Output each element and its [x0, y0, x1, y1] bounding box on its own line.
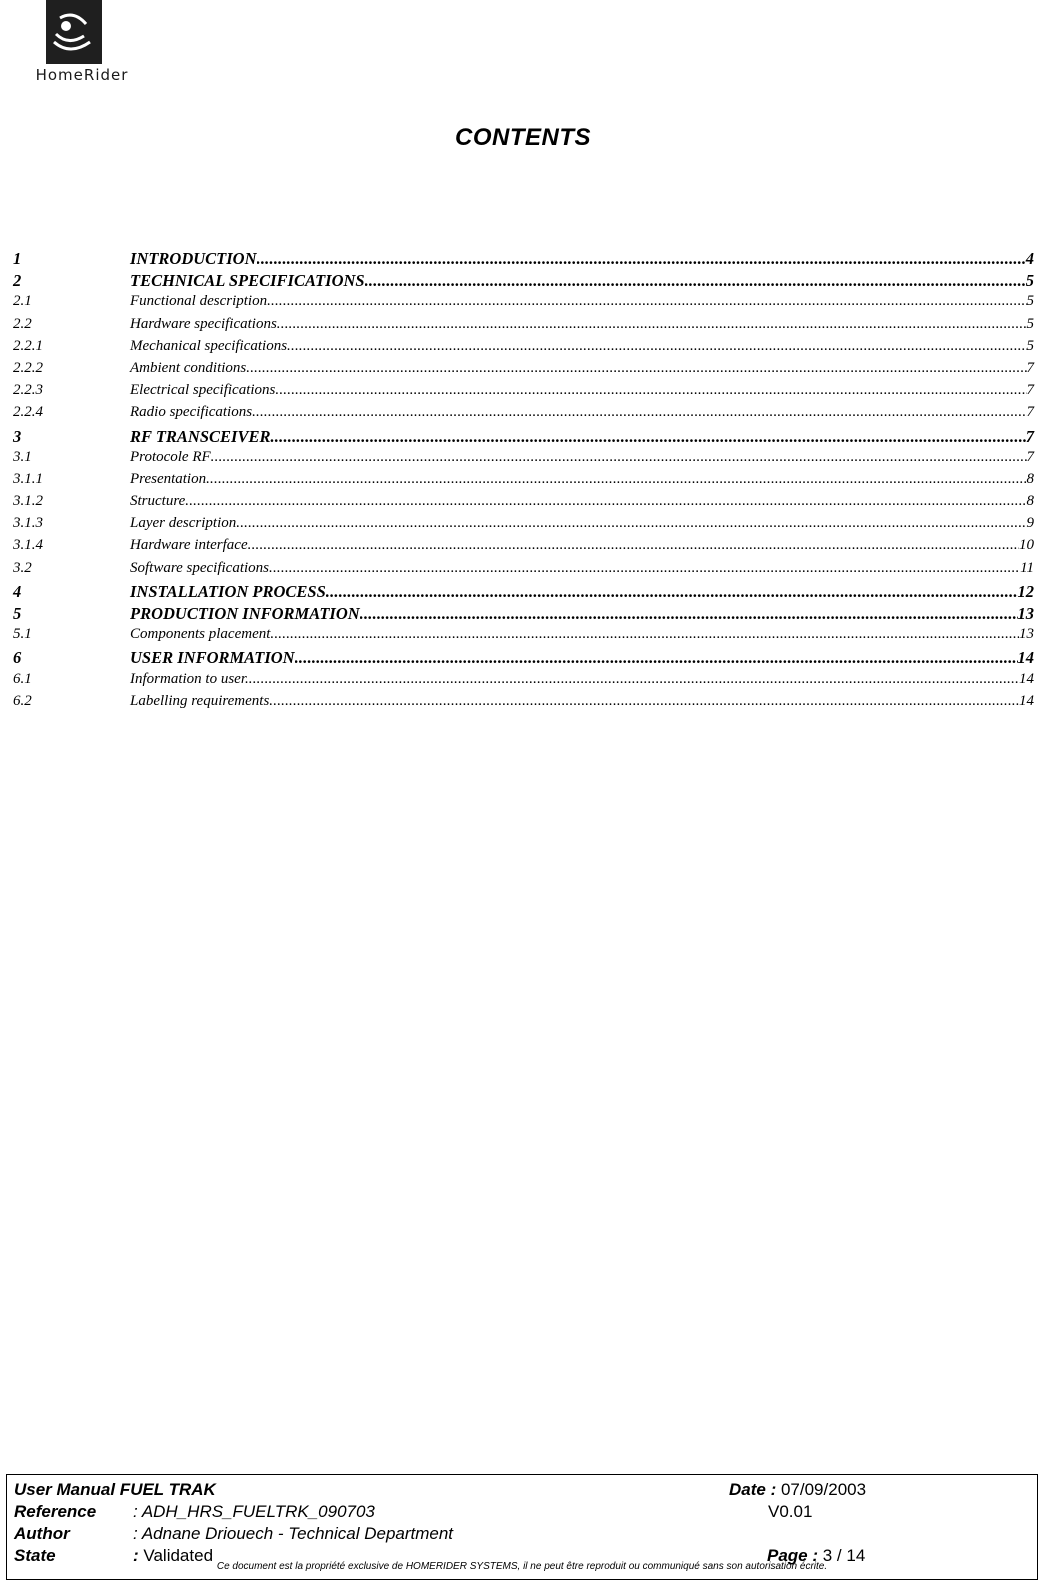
toc-entry[interactable] — [13, 271, 1034, 293]
toc-entry-number: 3.2 — [13, 559, 32, 576]
toc-entry-label: Hardware specifications — [130, 315, 277, 332]
toc-entry-number: 2.2.2 — [13, 359, 43, 376]
toc-entry-page: 5 — [1025, 271, 1034, 291]
author-label: Author — [14, 1524, 70, 1543]
toc-entry-number: 3.1.1 — [13, 470, 43, 487]
toc-entry-number: 3 — [13, 426, 22, 446]
page-title: CONTENTS — [455, 124, 591, 151]
toc-entry[interactable] — [13, 604, 1034, 626]
reference-value: : ADH_HRS_FUELTRK_090703 — [133, 1502, 375, 1521]
toc-entry[interactable] — [13, 249, 1034, 271]
toc-entry-page: 13 — [1017, 604, 1034, 623]
toc-leader-dots — [185, 493, 1026, 510]
toc-entry-label: PRODUCTION INFORMATION — [130, 604, 360, 623]
toc-entry-number: 3.1.2 — [13, 493, 43, 510]
toc-entry-label: TECHNICAL SPECIFICATIONS — [130, 271, 365, 291]
toc-entry[interactable] — [13, 493, 1034, 515]
toc-entry-number: 3.1 — [13, 448, 32, 465]
toc-entry-page: 14 — [1019, 692, 1034, 709]
toc-entry-label: Electrical specifications — [130, 382, 276, 399]
toc-entry-number: 4 — [13, 581, 22, 601]
toc-entry-label: Structure — [130, 493, 186, 510]
toc-entry-number: 2.2.4 — [13, 404, 43, 421]
toc-entry[interactable] — [13, 693, 1034, 715]
toc-leader-dots — [249, 671, 1019, 688]
toc-entry[interactable] — [13, 338, 1034, 360]
toc-entry-page: 4 — [1025, 249, 1034, 268]
toc-entry-number: 2.1 — [13, 293, 32, 310]
state-colon: : — [133, 1546, 144, 1565]
toc-entry-page: 13 — [1019, 626, 1034, 643]
toc-leader-dots — [252, 404, 1026, 421]
document-footer — [6, 1474, 1038, 1580]
toc-entry-label: Mechanical specifications — [130, 337, 288, 354]
toc-leader-dots — [211, 449, 1027, 466]
toc-entry-number: 3.1.4 — [13, 537, 43, 554]
toc-leader-dots — [275, 382, 1026, 399]
toc-entry-label: Labelling requirements — [130, 692, 270, 709]
toc-leader-dots — [360, 604, 1018, 624]
toc-entry[interactable] — [13, 382, 1034, 404]
toc-entry-page: 5 — [1026, 315, 1034, 332]
toc-entry-page: 8 — [1026, 470, 1034, 487]
date-value: 07/09/2003 — [780, 1480, 867, 1499]
author-value: : Adnane Driouech - Technical Department — [133, 1524, 454, 1543]
toc-entry-page: 7 — [1026, 382, 1034, 399]
toc-entry[interactable] — [13, 537, 1034, 559]
state-value: Validated — [143, 1546, 214, 1565]
toc-entry-page: 7 — [1025, 426, 1034, 446]
toc-entry-page: 7 — [1026, 448, 1034, 465]
toc-entry-label: Components placement — [130, 626, 271, 643]
toc-entry-number: 6.1 — [13, 670, 32, 687]
toc-entry-page: 8 — [1026, 493, 1034, 510]
toc-leader-dots — [269, 693, 1019, 710]
toc-leader-dots — [270, 427, 1025, 447]
table-of-contents — [13, 249, 1034, 715]
toc-leader-dots — [277, 316, 1027, 333]
version-value: V0.01 — [768, 1502, 813, 1521]
toc-entry-number: 2.2.3 — [13, 382, 43, 399]
toc-entry-label: Presentation — [130, 470, 207, 487]
toc-entry-page: 5 — [1026, 293, 1034, 310]
toc-entry[interactable] — [13, 471, 1034, 493]
doc-title: User Manual FUEL TRAK — [14, 1480, 216, 1499]
toc-entry-number: 5 — [13, 604, 22, 623]
homerider-logo — [8, 0, 156, 86]
toc-entry-label: Functional description — [130, 293, 268, 310]
page-label: Page : — [767, 1546, 823, 1565]
confidentiality-notice: Ce document est la propriété exclusive de HOMERIDER SYSTEMS, il ne peut être reproduit ou communiqué sans son autorisation écrite. — [216, 1561, 828, 1572]
toc-entry[interactable] — [13, 427, 1034, 449]
toc-entry[interactable] — [13, 626, 1034, 648]
toc-entry-label: RF TRANSCEIVER — [130, 426, 271, 446]
toc-entry-number: 5.1 — [13, 626, 32, 643]
toc-entry-label: Hardware interface — [130, 537, 248, 554]
toc-entry-page: 14 — [1017, 648, 1034, 668]
toc-entry[interactable] — [13, 404, 1034, 426]
toc-leader-dots — [267, 293, 1026, 310]
toc-entry-label: INTRODUCTION — [130, 249, 257, 268]
toc-entry-page: 10 — [1019, 537, 1034, 554]
page-number: 3 / 14 — [822, 1546, 866, 1565]
toc-entry-label: Protocole RF — [130, 448, 211, 465]
toc-entry-number: 2 — [13, 271, 22, 291]
toc-entry-number: 6.2 — [13, 692, 32, 709]
toc-entry-page: 14 — [1019, 670, 1034, 687]
toc-entry-page: 11 — [1020, 559, 1034, 576]
toc-entry[interactable] — [13, 316, 1034, 338]
toc-entry[interactable] — [13, 582, 1034, 604]
date-label: Date : — [729, 1480, 781, 1499]
toc-leader-dots — [236, 515, 1026, 532]
toc-entry-label: Ambient conditions — [130, 359, 247, 376]
toc-leader-dots — [246, 360, 1026, 377]
toc-entry-label: USER INFORMATION — [130, 648, 295, 668]
toc-entry-page: 9 — [1026, 515, 1034, 532]
toc-entry[interactable] — [13, 293, 1034, 315]
toc-entry-number: 2.2 — [13, 315, 32, 332]
toc-entry[interactable] — [13, 671, 1034, 693]
logo-wordmark: HomeRider — [35, 66, 129, 84]
toc-entry[interactable] — [13, 648, 1034, 670]
toc-entry[interactable] — [13, 449, 1034, 471]
toc-entry-number: 6 — [13, 648, 22, 668]
toc-entry-label: Information to user. — [130, 670, 249, 687]
toc-leader-dots — [269, 560, 1020, 577]
toc-entry-number: 1 — [13, 249, 22, 268]
toc-entry-page: 7 — [1026, 359, 1034, 376]
toc-entry-page: 12 — [1017, 581, 1034, 601]
toc-entry-label: INSTALLATION PROCESS — [130, 581, 326, 601]
toc-entry-page: 5 — [1026, 337, 1034, 354]
toc-entry-number: 2.2.1 — [13, 337, 43, 354]
toc-entry[interactable] — [13, 560, 1034, 582]
toc-leader-dots — [270, 626, 1019, 643]
toc-leader-dots — [326, 582, 1018, 602]
logo-badge-background — [46, 0, 102, 64]
toc-entry-number: 3.1.3 — [13, 515, 43, 532]
toc-entry[interactable] — [13, 360, 1034, 382]
toc-leader-dots — [248, 537, 1019, 554]
reference-label: Reference — [14, 1502, 97, 1521]
toc-leader-dots — [287, 338, 1026, 355]
toc-leader-dots — [206, 471, 1026, 488]
toc-leader-dots — [365, 271, 1026, 291]
toc-leader-dots — [257, 249, 1026, 269]
toc-entry[interactable] — [13, 515, 1034, 537]
toc-entry-page: 7 — [1026, 404, 1034, 421]
state-label: State — [14, 1546, 56, 1565]
toc-entry-label: Software specifications — [130, 559, 270, 576]
toc-entry-label: Radio specifications — [130, 404, 253, 421]
toc-leader-dots — [295, 648, 1018, 668]
toc-entry-label: Layer description — [130, 515, 237, 532]
